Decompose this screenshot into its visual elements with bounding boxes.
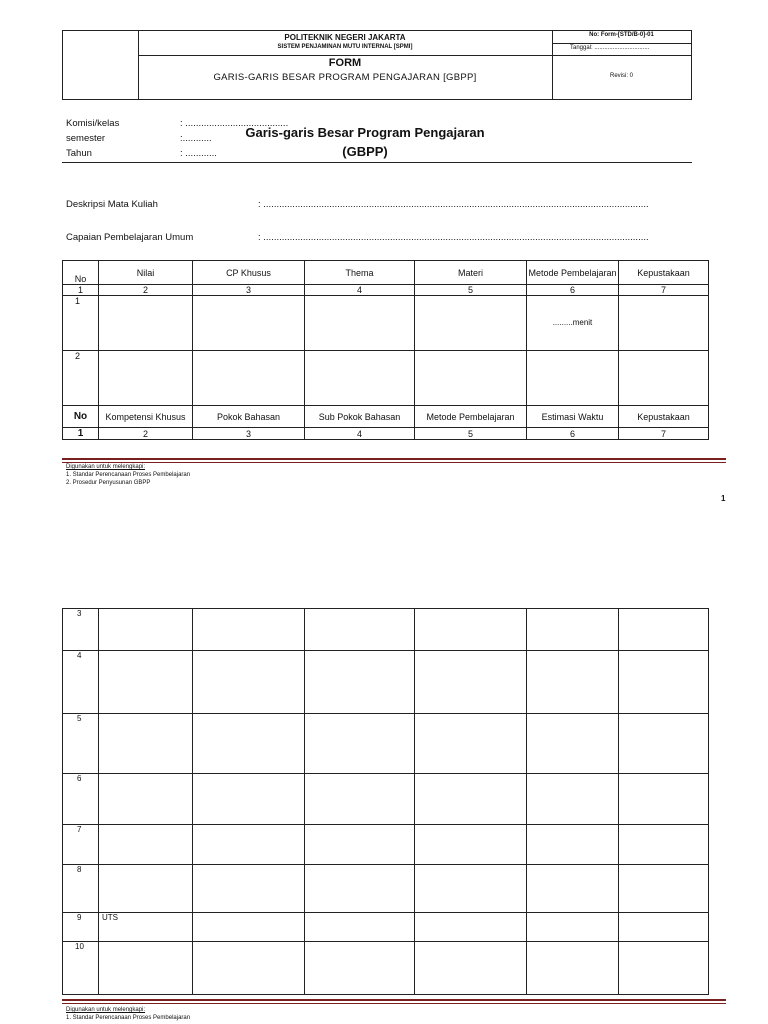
table-cell[interactable] bbox=[527, 825, 619, 865]
col-number: 6 bbox=[527, 285, 619, 296]
col-header-metode: Metode Pembelajaran bbox=[527, 261, 619, 285]
table-cell[interactable] bbox=[305, 825, 415, 865]
table-cell[interactable] bbox=[619, 913, 709, 942]
table-cell[interactable] bbox=[99, 865, 193, 913]
table-cell[interactable] bbox=[619, 865, 709, 913]
form-header bbox=[62, 30, 692, 100]
table-cell[interactable] bbox=[619, 609, 709, 651]
table-cell[interactable] bbox=[415, 351, 527, 406]
footer-item: 1. Standar Perencanaan Proses Pembelajaran bbox=[66, 1015, 191, 1021]
table-cell[interactable] bbox=[193, 942, 305, 995]
footer-item: 2. Prosedur Penyusunan GBPP bbox=[66, 480, 151, 486]
table-cell[interactable] bbox=[619, 774, 709, 825]
table-cell[interactable] bbox=[305, 609, 415, 651]
footer-rule bbox=[62, 1003, 726, 1004]
form-meta-cell bbox=[552, 31, 692, 99]
tahun-label: Tahun bbox=[66, 148, 92, 159]
table-cell[interactable] bbox=[527, 651, 619, 714]
doc-subtitle: (GBPP) bbox=[342, 144, 388, 159]
col-number: 5 bbox=[415, 428, 527, 440]
table-header-row-2 bbox=[63, 406, 709, 428]
table-row bbox=[63, 865, 709, 913]
table-cell[interactable] bbox=[619, 351, 709, 406]
table-header-row bbox=[63, 261, 709, 285]
table-cell[interactable] bbox=[619, 714, 709, 774]
table-cell[interactable] bbox=[305, 774, 415, 825]
col-number: 5 bbox=[415, 285, 527, 296]
table-cell[interactable] bbox=[193, 913, 305, 942]
col-number: 3 bbox=[193, 428, 305, 440]
form-date: Tanggal: ................................. bbox=[570, 45, 650, 51]
table-cell[interactable] bbox=[99, 609, 193, 651]
table-cell[interactable] bbox=[415, 865, 527, 913]
row-number: 4 bbox=[63, 651, 99, 714]
table-row bbox=[63, 609, 709, 651]
row-number: 1 bbox=[63, 296, 99, 351]
table-cell[interactable] bbox=[193, 774, 305, 825]
table-cell[interactable] bbox=[99, 825, 193, 865]
table-cell[interactable] bbox=[415, 825, 527, 865]
footer-note bbox=[66, 463, 190, 487]
doc-title: Garis-garis Besar Program Pengajaran bbox=[245, 125, 485, 140]
page-number: 1 bbox=[721, 494, 726, 503]
deskripsi-value: : .................................................................................................................................................. bbox=[258, 199, 649, 210]
footer-heading: Digunakan untuk melengkapi: bbox=[66, 464, 146, 470]
row-number: 2 bbox=[63, 351, 99, 406]
table-cell[interactable] bbox=[527, 351, 619, 406]
col-header-metode: Metode Pembelajaran bbox=[415, 406, 527, 428]
col-header-kepustakaan: Kepustakaan bbox=[619, 261, 709, 285]
table-row bbox=[63, 774, 709, 825]
table-cell[interactable] bbox=[415, 651, 527, 714]
table-row bbox=[63, 714, 709, 774]
column-number-row bbox=[63, 285, 709, 296]
row-number: 3 bbox=[63, 609, 99, 651]
table-cell[interactable] bbox=[415, 774, 527, 825]
table-row bbox=[63, 942, 709, 995]
col-header-estimasi: Estimasi Waktu bbox=[527, 406, 619, 428]
form-title: GARIS-GARIS BESAR PROGRAM PENGAJARAN [GBPP] bbox=[213, 72, 477, 83]
footer-heading: Digunakan untuk melengkapi: bbox=[66, 1007, 146, 1013]
table-cell[interactable] bbox=[527, 774, 619, 825]
table-row bbox=[63, 296, 709, 351]
col-number: 2 bbox=[99, 285, 193, 296]
table-cell[interactable] bbox=[527, 714, 619, 774]
row-number: 6 bbox=[63, 774, 99, 825]
form-label: FORM bbox=[328, 57, 362, 69]
logo-cell bbox=[63, 31, 139, 99]
col-number: 3 bbox=[193, 285, 305, 296]
table-cell[interactable] bbox=[193, 651, 305, 714]
footer-item: 1. Standar Perencanaan Proses Pembelajaran bbox=[66, 472, 191, 478]
table-cell[interactable] bbox=[415, 609, 527, 651]
tahun-value: : ............ bbox=[180, 148, 217, 159]
table-cell[interactable] bbox=[415, 714, 527, 774]
form-number: No: Form-[STD/B-0]-01 bbox=[589, 32, 654, 38]
table-cell[interactable] bbox=[619, 825, 709, 865]
table-cell[interactable] bbox=[99, 651, 193, 714]
col-header-no: No bbox=[63, 406, 99, 428]
col-header-pokok-bahasan: Pokok Bahasan bbox=[193, 406, 305, 428]
table-cell[interactable] bbox=[619, 942, 709, 995]
col-number: 7 bbox=[619, 428, 709, 440]
row-number: 7 bbox=[63, 825, 99, 865]
table-cell[interactable] bbox=[305, 865, 415, 913]
table-row bbox=[63, 825, 709, 865]
col-header-no: No bbox=[63, 261, 99, 285]
table-cell[interactable] bbox=[305, 714, 415, 774]
komisi-label: Komisi/kelas bbox=[66, 118, 120, 129]
table-cell[interactable] bbox=[527, 865, 619, 913]
table-cell[interactable] bbox=[527, 942, 619, 995]
col-number: 2 bbox=[99, 428, 193, 440]
table-cell[interactable] bbox=[619, 651, 709, 714]
metode-duration[interactable]: .........menit bbox=[527, 296, 619, 351]
table-cell[interactable] bbox=[193, 609, 305, 651]
table-cell[interactable] bbox=[99, 942, 193, 995]
row-number: 10 bbox=[63, 942, 99, 995]
table-cell[interactable] bbox=[99, 351, 193, 406]
footer-rule bbox=[62, 458, 726, 460]
row-number: 5 bbox=[63, 714, 99, 774]
col-header-cp-khusus: CP Khusus bbox=[193, 261, 305, 285]
col-header-sub-pokok: Sub Pokok Bahasan bbox=[305, 406, 415, 428]
col-number: 4 bbox=[305, 285, 415, 296]
capaian-label: Capaian Pembelajaran Umum bbox=[66, 232, 194, 243]
form-revision: Revisi: 0 bbox=[609, 73, 633, 79]
deskripsi-label: Deskripsi Mata Kuliah bbox=[66, 199, 158, 210]
table-cell[interactable] bbox=[193, 825, 305, 865]
footer-rule bbox=[62, 999, 726, 1001]
table-cell[interactable] bbox=[305, 942, 415, 995]
table-row bbox=[63, 351, 709, 406]
system-name: SISTEM PENJAMINAN MUTU INTERNAL [SPMI] bbox=[277, 44, 413, 50]
gbpp-table-continued bbox=[62, 608, 709, 995]
table-cell[interactable] bbox=[527, 609, 619, 651]
column-number-row-2 bbox=[63, 428, 709, 440]
semester-label: semester bbox=[66, 133, 106, 144]
row-number: 9 bbox=[63, 913, 99, 942]
info-divider bbox=[62, 162, 692, 163]
col-header-kompetensi: Kompetensi Khusus bbox=[99, 406, 193, 428]
table-cell[interactable] bbox=[415, 296, 527, 351]
gbpp-table bbox=[62, 260, 709, 440]
institution-name: POLITEKNIK NEGERI JAKARTA bbox=[284, 33, 406, 42]
col-header-thema: Thema bbox=[305, 261, 415, 285]
table-cell[interactable] bbox=[99, 774, 193, 825]
table-row bbox=[63, 913, 709, 942]
col-number: 6 bbox=[527, 428, 619, 440]
komisi-value: : ....................................... bbox=[180, 118, 289, 129]
table-cell[interactable] bbox=[193, 865, 305, 913]
row-number: 8 bbox=[63, 865, 99, 913]
col-number: 4 bbox=[305, 428, 415, 440]
uts-cell[interactable]: UTS bbox=[99, 913, 193, 942]
table-cell[interactable] bbox=[305, 651, 415, 714]
semester-value: :........... bbox=[180, 133, 212, 144]
col-header-nilai: Nilai bbox=[99, 261, 193, 285]
table-cell[interactable] bbox=[305, 296, 415, 351]
table-row bbox=[63, 651, 709, 714]
table-cell[interactable] bbox=[527, 913, 619, 942]
table-cell[interactable] bbox=[415, 942, 527, 995]
table-cell[interactable] bbox=[193, 351, 305, 406]
footer-note bbox=[66, 1006, 190, 1022]
table-cell[interactable] bbox=[99, 296, 193, 351]
col-header-kepustakaan: Kepustakaan bbox=[619, 406, 709, 428]
table-cell[interactable] bbox=[305, 351, 415, 406]
capaian-value: : .................................................................................................................................................. bbox=[258, 232, 649, 243]
col-number: 1 bbox=[63, 428, 99, 440]
col-number: 1 bbox=[63, 285, 99, 296]
col-header-materi: Materi bbox=[415, 261, 527, 285]
table-cell[interactable] bbox=[193, 714, 305, 774]
table-cell[interactable] bbox=[415, 913, 527, 942]
table-cell[interactable] bbox=[99, 714, 193, 774]
table-cell[interactable] bbox=[305, 913, 415, 942]
col-number: 7 bbox=[619, 285, 709, 296]
table-cell[interactable] bbox=[193, 296, 305, 351]
table-cell[interactable] bbox=[619, 296, 709, 351]
